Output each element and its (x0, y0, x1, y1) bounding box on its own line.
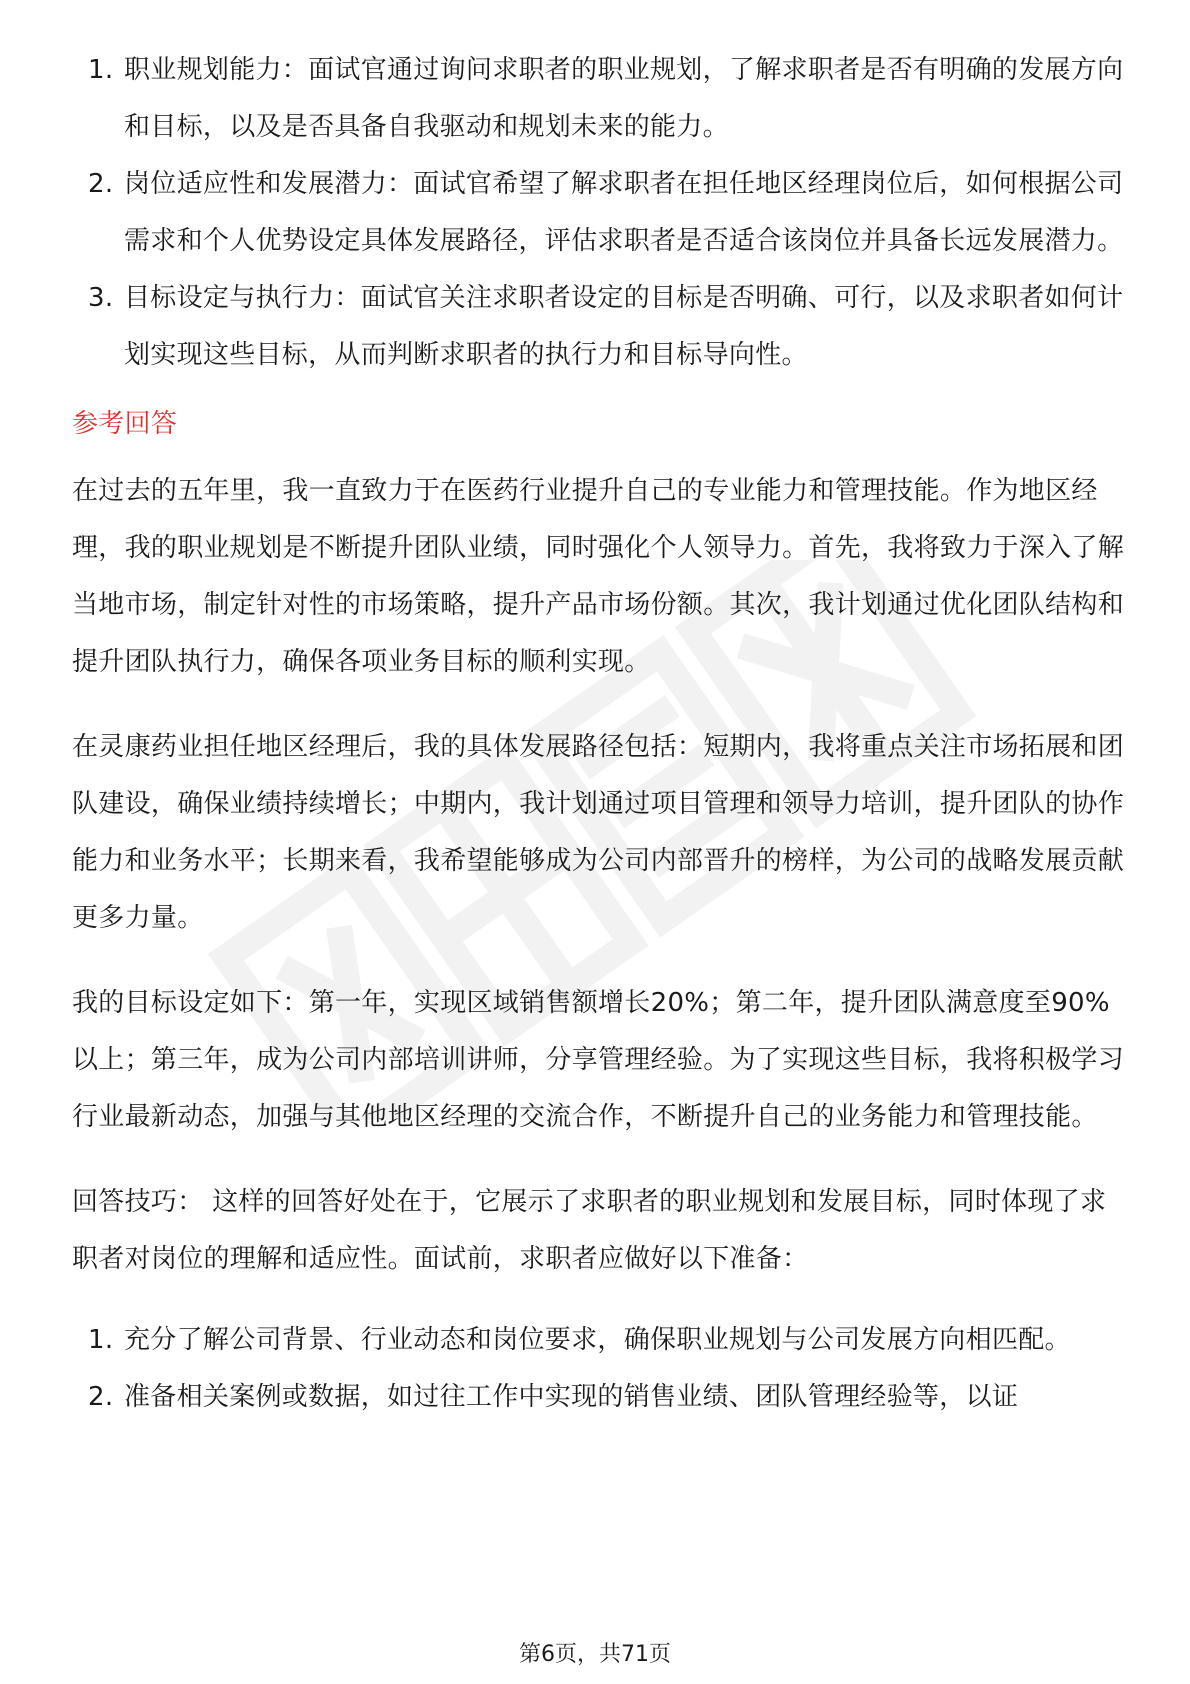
section-title: 参考回答 (72, 409, 178, 439)
document-body (72, 42, 1128, 1426)
list-number: 1. (88, 55, 114, 85)
list-item (72, 1369, 1128, 1426)
list-number: 1. (88, 1325, 114, 1355)
page-footer: 第6页，共71页 (519, 1642, 671, 1667)
list-item-text: 岗位适应性和发展潜力：面试官希望了解求职者在担任地区经理岗位后，如何根据公司需求和个人优势设定具体发展路径，评估求职者是否适合该岗位并具备长远发展潜力。 (124, 169, 1124, 256)
list-number: 3. (88, 283, 114, 313)
tips-paragraph: 回答技巧： 这样的回答好处在于，它展示了求职者的职业规划和发展目标，同时体现了求职者对岗位的理解和适应性。面试前，求职者应做好以下准备： (72, 1187, 1107, 1274)
answer-paragraph: 在灵康药业担任地区经理后，我的具体发展路径包括：短期内，我将重点关注市场拓展和团队建设，确保业绩持续增长；中期内，我计划通过项目管理和领导力培训，提升团队的协作能力和业务水平；长期来看，我希望能够成为公司内部晋升的榜样，为公司的战略发展贡献更多力量。 (72, 732, 1125, 933)
list-item (72, 156, 1128, 270)
prep-list (72, 1312, 1128, 1426)
list-item-text: 目标设定与执行力：面试官关注求职者设定的目标是否明确、可行，以及求职者如何计划实现这些目标，从而判断求职者的执行力和目标导向性。 (124, 283, 1124, 370)
list-item-text: 充分了解公司背景、行业动态和岗位要求，确保职业规划与公司发展方向相匹配。 (124, 1325, 1071, 1355)
list-item (72, 42, 1128, 156)
list-number: 2. (88, 169, 114, 199)
list-item-text: 准备相关案例或数据，如过往工作中实现的销售业绩、团队管理经验等，以证 (124, 1382, 1019, 1412)
answer-paragraph: 在过去的五年里，我一直致力于在医药行业提升自己的专业能力和管理技能。作为地区经理，我的职业规划是不断提升团队业绩，同时强化个人领导力。首先，我将致力于深入了解当地市场，制定针对性的市场策略，提升产品市场份额。其次，我计划通过优化团队结构和提升团队执行力，确保各项业务目标的顺利实现。 (72, 476, 1125, 677)
list-number: 2. (88, 1382, 114, 1412)
list-item-text: 职业规划能力：面试官通过询问求职者的职业规划，了解求职者是否有明确的发展方向和目标，以及是否具备自我驱动和规划未来的能力。 (124, 55, 1124, 142)
list-item (72, 1312, 1128, 1369)
list-item (72, 270, 1128, 384)
answer-paragraph: 我的目标设定如下：第一年，实现区域销售额增长20%；第二年，提升团队满意度至90%以上；第三年，成为公司内部培训讲师，分享管理经验。为了实现这些目标，我将积极学习行业最新动态，加强与其他地区经理的交流合作，不断提升自己的业务能力和管理技能。 (72, 988, 1125, 1132)
criteria-list (72, 42, 1128, 384)
